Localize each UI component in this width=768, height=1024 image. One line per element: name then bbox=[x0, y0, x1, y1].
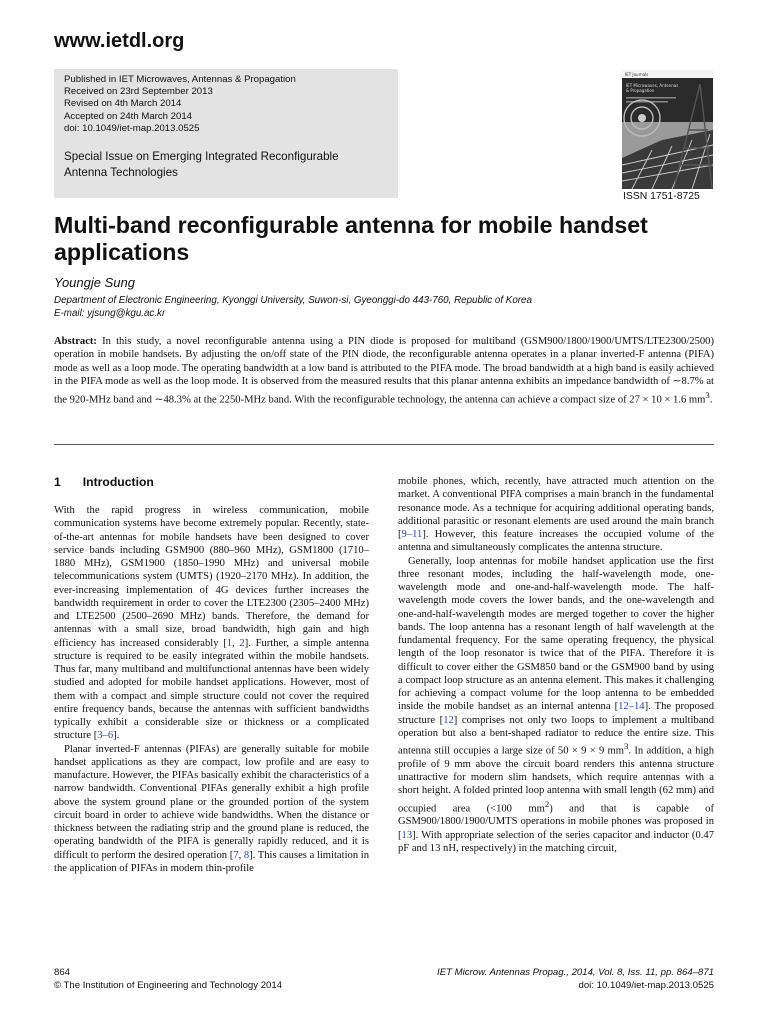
received-date: Received on 23rd September 2013 bbox=[64, 86, 213, 98]
intro-paragraph-4 bbox=[398, 555, 714, 856]
intro-paragraph-1 bbox=[54, 504, 369, 743]
revised-date: Revised on 4th March 2014 bbox=[64, 98, 182, 110]
citation-info: IET Microw. Antennas Propag., 2014, Vol. 8, Iss. 11, pp. 864–871 bbox=[437, 967, 714, 978]
text-run: ]. With appropriate selection of the series capacitor and inductor (0.47 pF and 13 nH, respectively) in the matching circuit, bbox=[398, 829, 714, 854]
text-run: ]. The proposed structure [ bbox=[398, 701, 714, 726]
footer-left bbox=[54, 967, 282, 992]
text-run: ]. However, this feature increases the occupied volume of the antenna and simultaneously complicates the antenna structure. bbox=[398, 529, 714, 554]
text-run: ]. Further, a simple antenna structure is required to be easily integrated within the mobile handsets. Thus far, many multiband and multifunctional antennas have been widely studied and adopted for mobile handset applications. However, most of them with a compact and simple structure could not cover the required entire frequency bands, because the antennas with sufficient bandwidths typically exhibit a considerable size or thickness or a complicated structure [ bbox=[54, 637, 369, 742]
svg-text:& Propagation: & Propagation bbox=[626, 88, 655, 93]
right-column bbox=[398, 475, 714, 855]
abstract bbox=[54, 335, 714, 407]
publication-info-box bbox=[54, 69, 398, 198]
author-name: Youngje Sung bbox=[54, 275, 135, 290]
text-run: ]. bbox=[113, 730, 120, 742]
left-column bbox=[54, 504, 369, 875]
abstract-divider bbox=[54, 444, 714, 445]
text-run: Planar inverted-F antennas (PIFAs) are generally suitable for mobile handset applications as they are compact, low profile and are easy to manufacture. However, the PIFAs basically exhibit the characteristics of a narrow bandwidth. Conventional PIFAs generally exhibit a high profile above the system ground plane or the grounded portion of the system circuit board in order to achieve wide bandwidths. When the distance or thickness between the radiating strip and the ground plane is reduced, the operating bandwidth of the PIFA is generally rapidly reduced, and it is difficult to perform the desired operation [ bbox=[54, 743, 369, 861]
text-run: With the rapid progress in wireless communication, mobile communication systems have become extremely popular. Recently, state-of-the-art antennas for mobile handsets have been designed to cover service bands including GSM900 (880–960 MHz), GSM1800 (1710–1880 MHz), GSM1900 (1850–1990 MHz) and universal mobile telecommunications system (UMTS) (1920–2170 MHz). In addition, the ever-increasing implementation of 4G devices further increases the bandwidth requirement in order to cover the LTE2300 (2305–2400 MHz) and LTE2500 (2500–2690 MHz) bands. Therefore, the demand for antennas with a small size, broad bandwidth, high gain and high efficiency has increased considerably [ bbox=[54, 505, 369, 649]
section-number: 1 bbox=[54, 475, 61, 489]
text-run: . In addition, a high profile of 9 mm above the circuit board renders this antenna structure unattractive for modern slim handsets, which require antennas with a short height. A folded printed loop antenna with small length (62 mm) and occupied area (<100 mm bbox=[398, 745, 714, 815]
page-number: 864 bbox=[54, 967, 71, 978]
copyright: © The Institution of Engineering and Technology 2014 bbox=[54, 979, 283, 991]
doi-line[interactable]: doi: 10.1049/iet-map.2013.0525 bbox=[64, 122, 200, 134]
superscript: 3 bbox=[624, 741, 629, 751]
abstract-text: In this study, a novel reconfigurable antenna using a PIN diode is proposed for multiband (GSM900/1800/1900/UMTS/LTE2300/2500) operation in mobile handsets. By adjusting the on/off state of the PIN diode, the reconfigurable antenna operates in a planar inverted-F antenna (PIFA) mode as well as a loop mode. The operating bandwidth at a low band is attributed to the PIFA mode. The broad bandwidth at a high band is easily achieved in the PIFA mode as well as the loop mode. It is observed from the measured results that this planar antenna exhibits an impedance bandwidth of ∼8.7% at the 920-MHz band and ∼48.3% at the 2250-MHz band. With the reconfigurable technology, the antenna can achieve a compact size of 27 × 10 × 1.6 mm bbox=[54, 336, 714, 406]
intro-paragraph-2 bbox=[54, 743, 369, 876]
special-issue-line-1: Special Issue on Emerging Integrated Reconfigurable bbox=[64, 150, 339, 163]
cover-illustration bbox=[622, 70, 713, 189]
citation-link[interactable]: 12–14 bbox=[618, 701, 645, 713]
intro-paragraph-3 bbox=[398, 475, 714, 555]
citation-link[interactable]: 3–6 bbox=[97, 730, 114, 742]
citation-link[interactable]: 2 bbox=[239, 637, 245, 649]
text-run: ]. This causes a limitation in the application of PIFAs in modern thin-profile bbox=[54, 849, 370, 874]
citation-link[interactable]: 12 bbox=[443, 714, 454, 726]
article-title: Multi-band reconfigurable antenna for mobile handset applications bbox=[54, 212, 648, 265]
abstract-label: Abstract: bbox=[54, 336, 97, 347]
accepted-date: Accepted on 24th March 2014 bbox=[64, 110, 193, 122]
department: Department of Electronic Engineering, Kyonggi University, Suwon-si, Gyeonggi-do 443-760, Republic of Korea bbox=[54, 295, 532, 306]
special-issue bbox=[64, 149, 339, 180]
published-in: Published in IET Microwaves, Antennas & Propagation bbox=[64, 74, 296, 85]
special-issue-line-2: Antenna Technologies bbox=[64, 165, 178, 179]
text-run: , bbox=[238, 849, 244, 861]
citation-link[interactable]: 13 bbox=[401, 829, 413, 841]
author-affiliation bbox=[54, 295, 532, 320]
text-run: Generally, loop antennas for mobile handset application use the first three resonant modes, including the half-wavelength mode, one-wavelength mode and one-and-half-wavelength mode. The half-wavelength mode covers the lower bands, and the one-wavelength and one-and-half-wavelength modes are merged together to cover the higher bands. The loop antenna has a resonant length of half wavelength at the fundamental frequency. For the same operating frequency, the physical length of the loop resonator is twice that of the PIFA. Therefore it is difficult to cover either the GSM850 band or the GSM900 band by using a compact loop structure as an antenna element. This makes it challenging for achieving a compact volume for the loop antenna to be embedded inside the mobile handset as an internal antenna [ bbox=[398, 555, 714, 713]
text-run: , bbox=[232, 637, 240, 649]
text-run: ] comprises not only two loops to implement a multiband operation but also a bent-shaped radiator to reduce the entire size. This antenna still occupies a large size of 50 × 9 × 9 mm bbox=[398, 714, 714, 757]
author-email[interactable]: E-mail: yjsung@kgu.ac.kr bbox=[54, 307, 166, 319]
citation-link[interactable]: 1 bbox=[226, 637, 233, 649]
text-run: mobile phones, which, recently, have attracted much attention on the market. A conventional PIFA comprises a main branch in the fundamental resonance mode. As a technique for acquiring additional operating bands, additional parasitic or resonant elements are used around the main branch [ bbox=[398, 476, 714, 540]
abstract-end: . bbox=[709, 394, 713, 406]
superscript: 2 bbox=[544, 798, 550, 809]
svg-text:IET Microwaves, Antennas: IET Microwaves, Antennas bbox=[626, 83, 679, 88]
site-url[interactable]: www.ietdl.org bbox=[54, 30, 185, 52]
section-title: Introduction bbox=[82, 475, 154, 489]
abstract-sup: 3 bbox=[705, 389, 710, 400]
text-run: ) and that is capable of GSM900/1800/1900/UMTS operations in mobile phones was proposed in [ bbox=[398, 803, 714, 841]
footer-right bbox=[437, 967, 714, 992]
citation-link[interactable]: 7 bbox=[233, 849, 239, 861]
section-heading bbox=[54, 475, 176, 489]
publication-history bbox=[64, 74, 296, 135]
svg-text:IET Journals: IET Journals bbox=[625, 72, 649, 77]
citation-link[interactable]: 9–11 bbox=[401, 529, 423, 540]
issn: ISSN 1751-8725 bbox=[623, 191, 700, 202]
journal-cover-image bbox=[622, 70, 713, 189]
citation-link[interactable]: 8 bbox=[243, 849, 250, 861]
footer-doi[interactable]: doi: 10.1049/iet-map.2013.0525 bbox=[578, 979, 714, 991]
